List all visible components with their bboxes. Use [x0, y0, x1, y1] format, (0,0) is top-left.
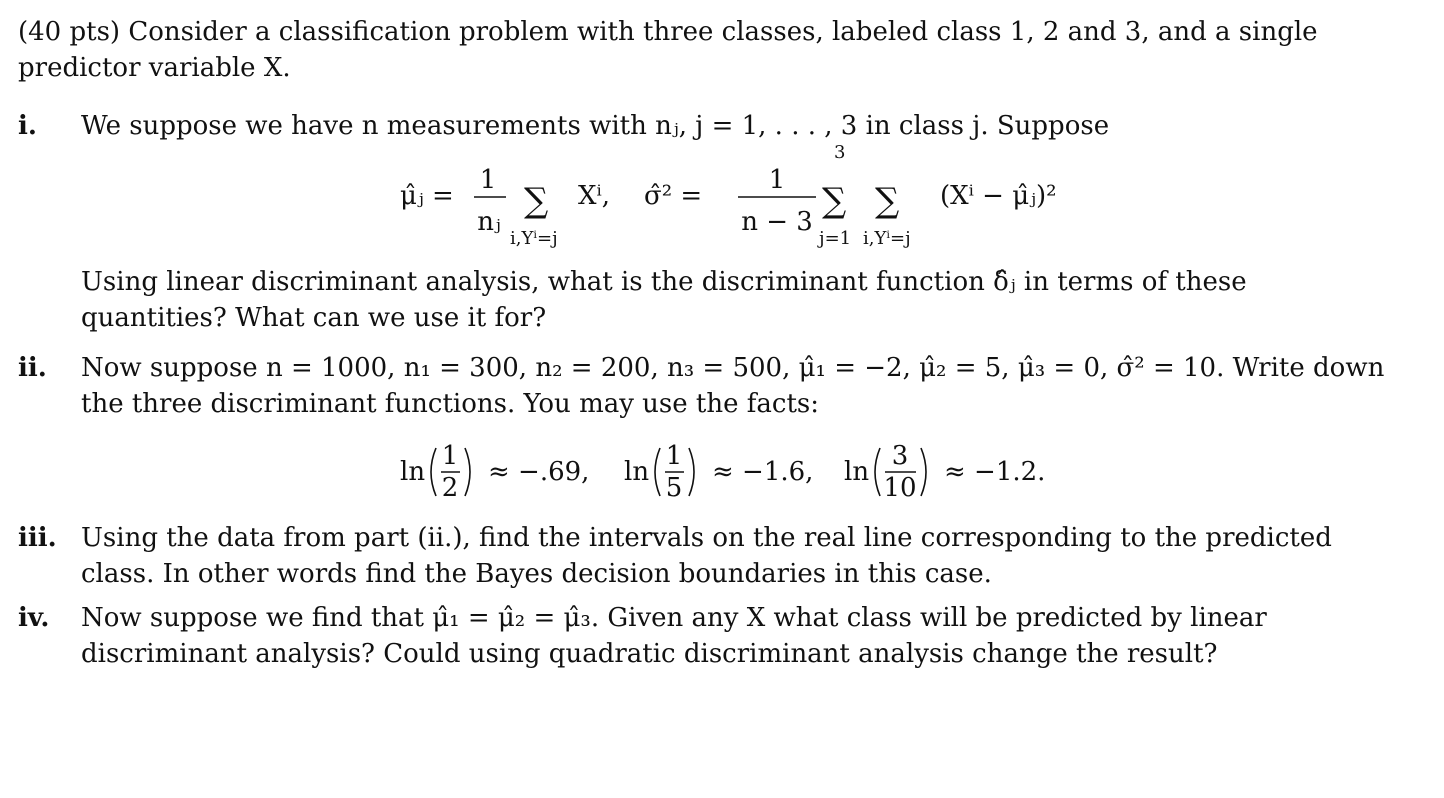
part-ii-text: Now suppose n = 1000, n₁ = 300, n₂ = 200, n₃ = 500, μ̂₁ = −2, μ̂₂ = 5, μ̂₃ = 0, σ̂² = 10. Write down the three discriminant functions. You may use the facts: — [81, 353, 1385, 419]
part-iii-text: Using the data from part (ii.), find the intervals on the real line corresponding to the predicted class. In other words find the Bayes decision boundaries in this case. — [81, 523, 1332, 589]
problem-intro: (40 pts) Consider a classification problem with three classes, labeled class 1, 2 and 3, and a single predictor variable X. — [18, 17, 1318, 83]
fact2-val: ≈ −1.6, — [712, 457, 814, 487]
formula-frac1-den: nⱼ — [477, 207, 501, 237]
fact1-num: 1 — [441, 441, 459, 471]
fact3-den: 10 — [883, 473, 917, 503]
part-i-label: i. — [18, 111, 37, 141]
sum-1-sigma: ∑ — [524, 181, 549, 221]
part-iv-label: iv. — [18, 603, 50, 633]
formula-sum2-sub: j=1 — [819, 228, 852, 249]
formula-frac2-num: 1 — [768, 165, 786, 195]
fact2-lparen — [655, 448, 660, 496]
part-ii-label: ii. — [18, 353, 47, 383]
formula-frac2-den: n − 3 — [741, 207, 813, 237]
formula-term2: (Xⁱ − μ̂ⱼ)² — [940, 181, 1057, 211]
fact3-ln: ln — [844, 457, 870, 487]
estimator-formula — [18, 144, 1388, 254]
part-iii-label: iii. — [18, 523, 57, 553]
fact3-rparen — [921, 448, 926, 496]
fact2-num: 1 — [665, 441, 683, 471]
part-iv — [18, 600, 1388, 672]
part-i — [18, 108, 1388, 144]
fact1-ln: ln — [400, 457, 426, 487]
fact1-val: ≈ −.69, — [488, 457, 590, 487]
fact3-lparen — [875, 448, 880, 496]
problem-page — [18, 14, 1388, 672]
fact1-lparen — [431, 448, 436, 496]
log-facts — [18, 428, 1388, 514]
part-i-followup: Using linear discriminant analysis, what is the discriminant function δ̂ⱼ in terms of these quantities? What can we use it for? — [81, 267, 1247, 333]
fact3-val: ≈ −1.2. — [944, 457, 1046, 487]
sum-3-sigma: ∑ — [875, 181, 900, 221]
part-i-text: We suppose we have n measurements with nⱼ, j = 1, . . . , 3 in class j. Suppose — [81, 111, 1110, 141]
part-iv-text: Now suppose we find that μ̂₁ = μ̂₂ = μ̂₃. Given any X what class will be predicted by linear discriminant analysis? Could using quadratic discriminant analysis change the result? — [81, 603, 1267, 669]
fact3-num: 3 — [891, 441, 909, 471]
fact1-rparen — [465, 448, 470, 496]
part-ii — [18, 350, 1388, 422]
formula-sum2-top: 3 — [834, 144, 846, 163]
formula-frac1-num: 1 — [479, 165, 497, 195]
part-iii — [18, 520, 1388, 592]
formula-sigma-lhs: σ̂² = — [644, 181, 703, 211]
formula-term1: Xⁱ, — [578, 181, 611, 211]
sum-2-sigma: ∑ — [822, 181, 847, 221]
formula-sum1-sub: i,Yⁱ=j — [510, 228, 558, 249]
fact1-den: 2 — [441, 473, 459, 503]
fact2-ln: ln — [624, 457, 650, 487]
fact2-den: 5 — [665, 473, 683, 503]
formula-sum3-sub: i,Yⁱ=j — [863, 228, 911, 249]
fact2-rparen — [689, 448, 694, 496]
formula-mu-lhs: μ̂ⱼ = — [400, 181, 454, 211]
